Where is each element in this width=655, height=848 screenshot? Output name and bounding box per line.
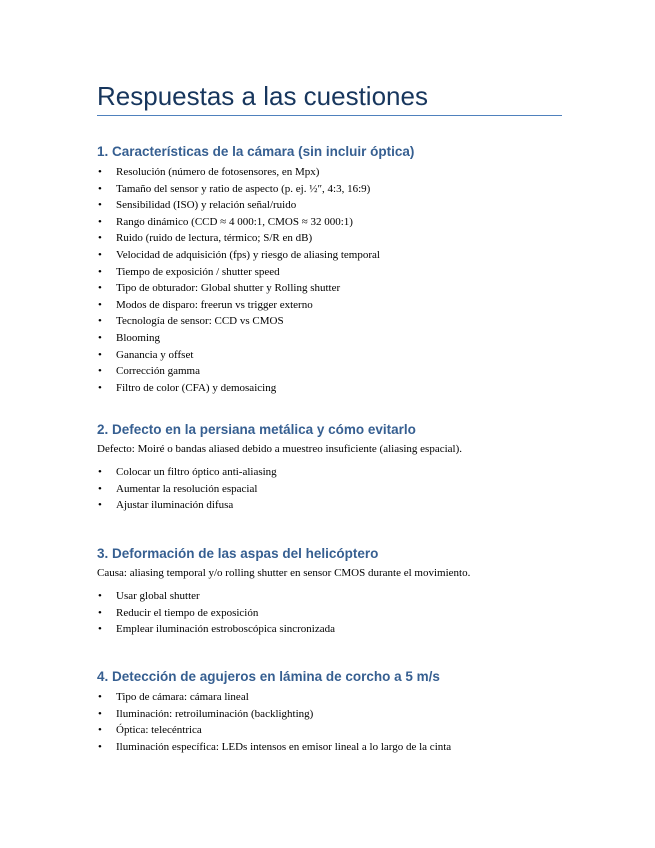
section-cork-hole-detection: [97, 668, 562, 755]
bullet-icon: •: [98, 740, 102, 753]
list-item: [97, 497, 562, 514]
list-item: [97, 722, 562, 739]
list-item-text: Ajustar iluminación difusa: [116, 499, 234, 512]
list-item-text: Tiempo de exposición / shutter speed: [116, 265, 280, 278]
bullet-icon: •: [98, 265, 102, 278]
list-item: [97, 297, 562, 314]
list-item-text: Corrección gamma: [116, 365, 200, 378]
document-title: Respuestas a las cuestiones: [97, 81, 428, 111]
bullet-list: [97, 588, 562, 638]
list-item-text: Colocar un filtro óptico anti-aliasing: [116, 466, 277, 478]
list-item: [97, 481, 562, 498]
list-item: [97, 363, 562, 380]
section-heading: 1. Características de la cámara (sin incluir óptica): [97, 144, 415, 159]
list-item: [97, 280, 562, 297]
list-item-text: Reducir el tiempo de exposición: [116, 606, 259, 619]
list-item-text: Blooming: [116, 331, 161, 344]
bullet-icon: •: [98, 691, 102, 703]
bullet-icon: •: [98, 199, 102, 212]
list-item-text: Ganancia y offset: [116, 348, 194, 361]
bullet-icon: •: [98, 248, 102, 261]
list-item-text: Tamaño del sensor y ratio de aspecto (p. ej. ½″, 4:3, 16:9): [116, 182, 371, 195]
list-item-text: Ruido (ruido de lectura, térmico; S/R en dB): [116, 232, 313, 245]
list-item-text: Filtro de color (CFA) y demosaicing: [116, 381, 277, 394]
list-item: [97, 230, 562, 247]
list-item-text: Tipo de obturador: Global shutter y Rolling shutter: [116, 282, 341, 295]
list-item-text: Sensibilidad (ISO) y relación señal/ruido: [116, 199, 297, 212]
section-heading: 3. Deformación de las aspas del helicóptero: [97, 546, 379, 561]
list-item: [97, 380, 562, 397]
list-item: [97, 588, 562, 605]
list-item-text: Iluminación específica: LEDs intensos en emisor lineal a lo largo de la cinta: [116, 740, 452, 753]
list-item: [97, 706, 562, 723]
bullet-icon: •: [98, 298, 102, 311]
list-item: [97, 621, 562, 638]
bullet-icon: •: [98, 331, 102, 344]
list-item: [97, 247, 562, 264]
title-underline: [97, 115, 562, 116]
list-item: [97, 464, 562, 481]
bullet-list: [97, 689, 562, 755]
list-item: [97, 181, 562, 198]
list-item-text: Modos de disparo: freerun vs trigger externo: [116, 298, 313, 311]
section-lead: Causa: aliasing temporal y/o rolling shutter en sensor CMOS durante el movimiento.: [97, 567, 471, 579]
section-helicopter-blades: [97, 545, 562, 638]
bullet-icon: •: [98, 724, 102, 737]
bullet-icon: •: [98, 166, 102, 178]
list-item: [97, 264, 562, 281]
bullet-icon: •: [98, 381, 102, 394]
bullet-icon: •: [98, 182, 102, 195]
list-item-text: Óptica: telecéntrica: [116, 724, 202, 737]
bullet-icon: •: [98, 606, 102, 619]
bullet-icon: •: [98, 215, 102, 228]
bullet-list: [97, 464, 562, 514]
list-item-text: Aumentar la resolución espacial: [116, 482, 258, 495]
list-item: [97, 689, 562, 706]
bullet-icon: •: [98, 466, 102, 478]
list-item-text: Tipo de cámara: cámara lineal: [116, 691, 249, 703]
bullet-icon: •: [98, 232, 102, 245]
bullet-icon: •: [98, 365, 102, 378]
bullet-icon: •: [98, 590, 102, 602]
list-item-text: Rango dinámico (CCD ≈ 4 000:1, CMOS ≈ 32 000:1): [116, 215, 353, 228]
list-item: [97, 164, 562, 181]
list-item: [97, 605, 562, 622]
list-item-text: Iluminación: retroiluminación (backlighting): [116, 707, 314, 720]
bullet-icon: •: [98, 707, 102, 720]
section-metal-shutter-defect: [97, 421, 562, 514]
list-item: [97, 347, 562, 364]
bullet-list: [97, 164, 562, 396]
section-lead: Defecto: Moiré o bandas aliased debido a muestreo insuficiente (aliasing espacial).: [97, 443, 463, 455]
list-item: [97, 739, 562, 756]
bullet-icon: •: [98, 482, 102, 495]
bullet-icon: •: [98, 315, 102, 328]
bullet-icon: •: [98, 282, 102, 295]
list-item-text: Usar global shutter: [116, 590, 200, 602]
section-heading: 2. Defecto en la persiana metálica y cómo evitarlo: [97, 422, 416, 437]
list-item-text: Resolución (número de fotosensores, en Mpx): [116, 166, 320, 178]
bullet-icon: •: [98, 348, 102, 361]
bullet-icon: •: [98, 623, 102, 636]
list-item-text: Emplear iluminación estroboscópica sincronizada: [116, 623, 336, 636]
list-item-text: Tecnología de sensor: CCD vs CMOS: [116, 315, 284, 328]
list-item: [97, 330, 562, 347]
bullet-icon: •: [98, 499, 102, 512]
section-camera-characteristics: [97, 143, 562, 396]
list-item-text: Velocidad de adquisición (fps) y riesgo de aliasing temporal: [116, 248, 380, 261]
section-heading: 4. Detección de agujeros en lámina de corcho a 5 m/s: [97, 669, 440, 684]
list-item: [97, 197, 562, 214]
list-item: [97, 214, 562, 231]
list-item: [97, 313, 562, 330]
